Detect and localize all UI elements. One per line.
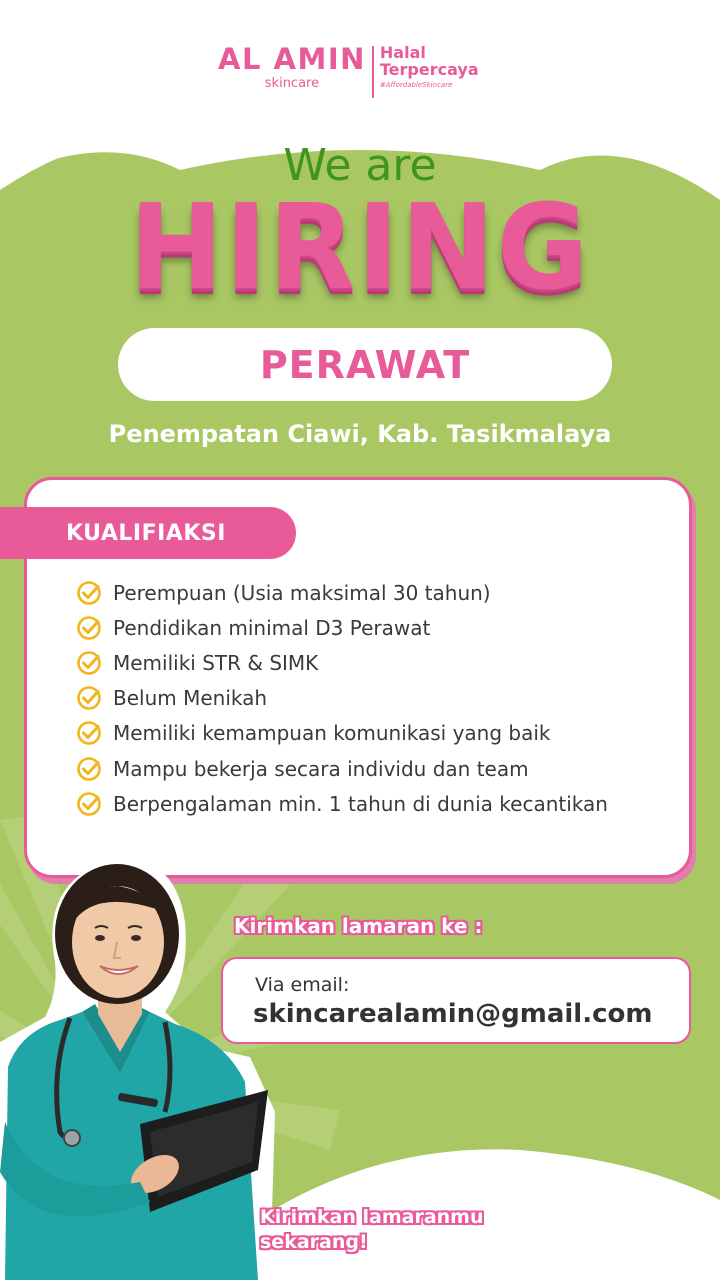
list-item bbox=[76, 716, 676, 751]
send-application-label: Kirimkan lamaran ke : bbox=[234, 914, 483, 938]
brand-logo bbox=[218, 44, 479, 98]
brand-sub: skincare bbox=[264, 76, 320, 91]
via-email-label: Via email: bbox=[255, 974, 350, 996]
check-circle-icon bbox=[76, 791, 102, 817]
check-circle-icon bbox=[76, 650, 102, 676]
list-item-text: Belum Menikah bbox=[113, 686, 268, 711]
brand-hashtag: #AffordableSkincare bbox=[379, 81, 453, 89]
check-circle-icon bbox=[76, 580, 102, 606]
list-item bbox=[76, 786, 676, 821]
hiring-title: HIRING bbox=[129, 179, 591, 317]
list-item-text: Memiliki STR & SIMK bbox=[113, 650, 319, 675]
list-item-text: Berpengalaman min. 1 tahun di dunia kecantikan bbox=[113, 791, 608, 816]
check-circle-icon bbox=[76, 615, 102, 641]
list-item bbox=[76, 610, 676, 645]
tagline-terpercaya: Terpercaya bbox=[379, 60, 479, 79]
brand-name: AL AMIN bbox=[218, 42, 366, 76]
list-item-text: Perempuan (Usia maksimal 30 tahun) bbox=[113, 580, 491, 605]
check-circle-icon bbox=[76, 756, 102, 782]
qualifications-tab bbox=[0, 507, 296, 559]
nurse-photo bbox=[0, 842, 280, 1280]
position-pill bbox=[118, 328, 612, 401]
qualifications-list bbox=[76, 575, 676, 821]
email-box bbox=[221, 957, 691, 1044]
list-item-text: Mampu bekerja secara individu dan team bbox=[113, 756, 529, 781]
logo-divider bbox=[372, 46, 374, 98]
cta-line2: sekarang! bbox=[260, 1231, 368, 1253]
list-item-text: Memiliki kemampuan komunikasi yang baik bbox=[113, 721, 551, 746]
check-circle-icon bbox=[76, 720, 102, 746]
brand-name-block bbox=[218, 44, 366, 91]
list-item bbox=[76, 681, 676, 716]
cta-text bbox=[260, 1205, 484, 1255]
list-item bbox=[76, 645, 676, 680]
email-address[interactable]: skincarealamin@gmail.com bbox=[253, 999, 653, 1029]
tagline-halal: Halal bbox=[379, 43, 426, 62]
position-title: PERAWAT bbox=[259, 342, 471, 387]
list-item bbox=[76, 751, 676, 786]
we-are-text: We are bbox=[283, 140, 437, 191]
check-circle-icon bbox=[76, 685, 102, 711]
cta-line1: Kirimkan lamaranmu bbox=[260, 1206, 484, 1228]
qualifications-title: KUALIFIAKSI bbox=[66, 520, 226, 546]
list-item-text: Pendidikan minimal D3 Perawat bbox=[113, 615, 431, 640]
list-item bbox=[76, 575, 676, 610]
brand-tagline bbox=[380, 44, 479, 89]
location-text: Penempatan Ciawi, Kab. Tasikmalaya bbox=[108, 420, 612, 448]
